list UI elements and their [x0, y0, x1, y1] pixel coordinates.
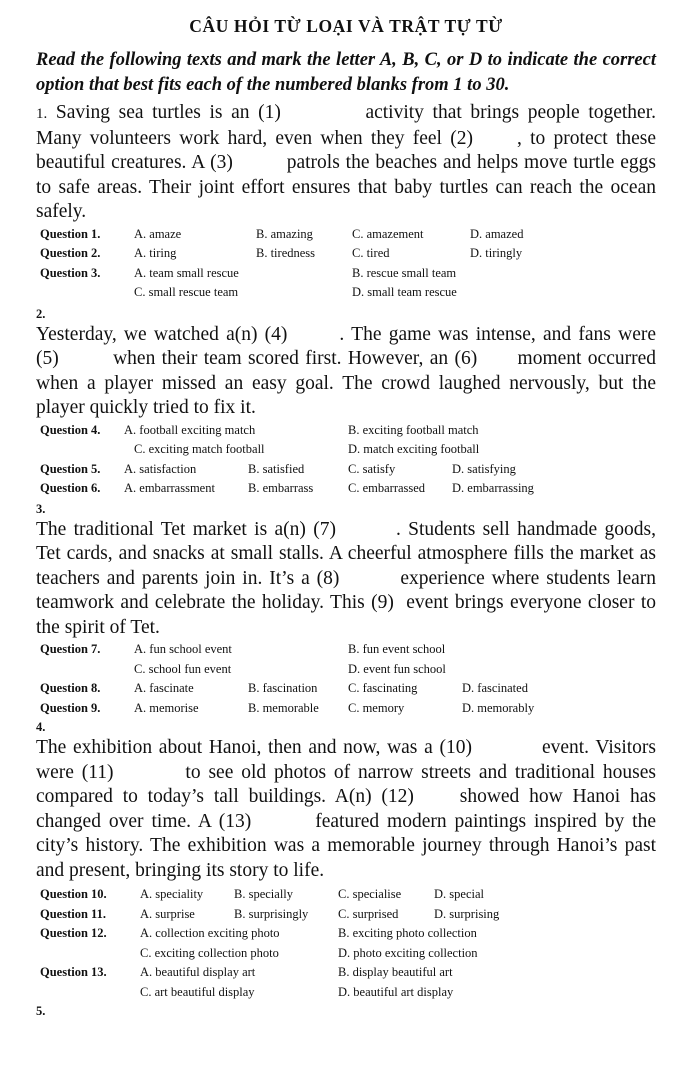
- option-b[interactable]: B. fun event school: [348, 642, 446, 656]
- option-a[interactable]: A. speciality: [140, 887, 204, 901]
- option-d[interactable]: D. photo exciting collection: [338, 945, 478, 960]
- option-a[interactable]: A. team small rescue: [134, 265, 239, 280]
- page-title: CÂU HỎI TỪ LOẠI VÀ TRẬT TỰ TỪ: [189, 16, 503, 36]
- option-b[interactable]: B. memorable: [248, 700, 319, 715]
- question-label: Question 13.: [40, 965, 107, 979]
- option-b[interactable]: B. embarrass: [248, 481, 314, 495]
- question-row: [36, 283, 656, 303]
- question-label: Question 6.: [40, 481, 101, 495]
- passage-text: experience where students learn teamwork and celebrate the holiday. This (9): [36, 567, 657, 613]
- option-a[interactable]: A. beautiful display art: [140, 965, 256, 979]
- option-b[interactable]: B. exciting football match: [348, 422, 479, 437]
- question-label: Question 12.: [40, 926, 107, 940]
- passage-text: moment occurred when a player missed an easy goal. The crowd laughed nervously, but the player quickly tried to fix it.: [36, 348, 656, 418]
- question-row: [36, 421, 656, 441]
- question-label: Question 5.: [40, 461, 101, 476]
- question-label: Question 8.: [40, 681, 101, 695]
- question-row: [36, 244, 656, 264]
- option-c[interactable]: C. specialise: [338, 887, 402, 901]
- passage-text: when their team scored first. However, an (6): [113, 348, 478, 369]
- option-d[interactable]: D. fascinated: [462, 681, 528, 695]
- option-a[interactable]: A. tiring: [134, 246, 177, 260]
- passage-text: patrols the beaches and helps move turtle eggs to safe areas. Their joint effort ensures that baby turtles can reach the ocean safely.: [36, 152, 657, 222]
- option-c[interactable]: C. art beautiful display: [140, 984, 255, 999]
- option-d[interactable]: D. surprising: [434, 906, 500, 921]
- option-c[interactable]: C. small rescue team: [134, 285, 239, 299]
- passage-text: The exhibition about Hanoi, then and now, was a (10): [36, 737, 472, 758]
- question-row: [36, 924, 656, 944]
- option-d[interactable]: D. amazed: [470, 226, 524, 241]
- passage-1: [36, 101, 656, 225]
- option-c[interactable]: C. exciting collection photo: [140, 945, 279, 960]
- option-c[interactable]: C. tired: [352, 246, 390, 260]
- option-c[interactable]: C. school fun event: [134, 661, 232, 676]
- option-d[interactable]: D. satisfying: [452, 461, 516, 476]
- option-d[interactable]: D. special: [434, 887, 484, 901]
- option-d[interactable]: D. embarrassing: [452, 481, 534, 495]
- question-row: [36, 699, 656, 719]
- document-page: [36, 0, 656, 1020]
- passage-number: 3.: [36, 501, 46, 516]
- option-c[interactable]: C. fascinating: [348, 681, 418, 695]
- question-label: Question 1.: [40, 226, 101, 241]
- option-a[interactable]: A. satisfaction: [124, 461, 197, 476]
- passage-4: [36, 736, 656, 883]
- option-b[interactable]: B. display beautiful art: [338, 965, 453, 979]
- option-a[interactable]: A. embarrassment: [124, 481, 215, 495]
- question-row: [36, 479, 656, 499]
- passage-text: showed how Hanoi has changed over time. A (13): [36, 786, 657, 832]
- option-b[interactable]: B. specially: [234, 887, 294, 901]
- option-d[interactable]: D. tiringly: [470, 246, 523, 260]
- option-b[interactable]: B. exciting photo collection: [338, 926, 477, 940]
- question-row: [36, 963, 656, 983]
- passage-text: to see old photos of narrow streets and traditional houses compared to today’s tall buildings. A(n) (12): [36, 761, 657, 807]
- passage-text: Saving sea turtles is an (1): [55, 102, 281, 123]
- passage-number: 5.: [36, 1004, 46, 1018]
- question-label: Question 9.: [40, 700, 101, 715]
- option-a[interactable]: A. surprise: [140, 906, 195, 921]
- option-c[interactable]: C. amazement: [352, 226, 424, 241]
- question-row: [36, 460, 656, 480]
- passage-text: . Students sell handmade goods, Tet cards, and snacks at small stalls. A cheerful atmosphere fills the market as teachers and parents join in. It’s a (8): [36, 518, 656, 589]
- option-a[interactable]: A. football exciting match: [124, 422, 256, 437]
- question-row: [36, 885, 656, 905]
- question-row: [36, 440, 656, 460]
- question-row: [36, 225, 656, 245]
- option-d[interactable]: D. match exciting football: [348, 442, 480, 456]
- option-c[interactable]: C. memory: [348, 700, 405, 715]
- passage-text: activity that brings people together. Many volunteers work hard, even when they feel (2): [36, 102, 657, 149]
- option-b[interactable]: B. tiredness: [256, 246, 316, 260]
- question-label: Question 10.: [40, 887, 107, 901]
- question-row: [36, 905, 656, 925]
- option-a[interactable]: A. fun school event: [134, 642, 232, 656]
- question-row: [36, 660, 656, 680]
- option-b[interactable]: B. fascination: [248, 681, 318, 695]
- option-b[interactable]: B. surprisingly: [234, 906, 309, 921]
- question-row: [36, 264, 656, 284]
- passage-text: , to protect these beautiful creatures. A (3): [36, 127, 656, 173]
- passage-text: The traditional Tet market is a(n) (7): [36, 518, 336, 540]
- option-c[interactable]: C. satisfy: [348, 461, 396, 476]
- passage-number: 4.: [36, 720, 46, 734]
- question-label: Question 7.: [40, 642, 101, 656]
- option-a[interactable]: A. amaze: [134, 226, 182, 241]
- passage-2: [36, 323, 656, 421]
- passage-number: 1.: [36, 106, 48, 122]
- instructions: Read the following texts and mark the letter A, B, C, or D to indicate the correct option that best fits each of the numbered blanks from 1 to 30.: [36, 50, 656, 95]
- question-row: [36, 983, 656, 1003]
- question-label: Question 2.: [40, 246, 101, 260]
- option-b[interactable]: B. rescue small team: [352, 265, 457, 280]
- option-a[interactable]: A. fascinate: [134, 681, 194, 695]
- passage-text: Yesterday, we watched a(n) (4): [36, 323, 288, 345]
- passage-3: [36, 518, 656, 641]
- question-row: [36, 640, 656, 660]
- option-d[interactable]: D. small team rescue: [352, 285, 457, 299]
- question-row: [36, 944, 656, 964]
- option-a[interactable]: A. memorise: [134, 700, 199, 715]
- passage-number: 2.: [36, 306, 46, 321]
- option-a[interactable]: A. collection exciting photo: [140, 926, 280, 940]
- option-c[interactable]: C. embarrassed: [348, 481, 426, 495]
- question-label: Question 11.: [40, 906, 106, 921]
- passage-text: event brings everyone closer to the spirit of Tet.: [36, 592, 656, 638]
- option-b[interactable]: B. satisfied: [248, 461, 305, 476]
- question-row: [36, 679, 656, 699]
- option-d[interactable]: D. beautiful art display: [338, 984, 454, 999]
- option-c[interactable]: C. surprised: [338, 906, 399, 921]
- passage-text: event. Visitors were (11): [36, 737, 656, 783]
- option-d[interactable]: D. event fun school: [348, 661, 446, 676]
- question-label: Question 3.: [40, 265, 101, 280]
- option-c[interactable]: C. exciting match football: [134, 442, 265, 456]
- question-label: Question 4.: [40, 422, 101, 437]
- passage-text: featured modern paintings inspired by the city’s history. The exhibition was a memorable journey through Hanoi’s past and present, bringing its story to life.: [36, 810, 656, 881]
- option-b[interactable]: B. amazing: [256, 226, 313, 241]
- passage-text: . The game was intense, and fans were (5): [36, 323, 656, 369]
- option-d[interactable]: D. memorably: [462, 700, 535, 715]
